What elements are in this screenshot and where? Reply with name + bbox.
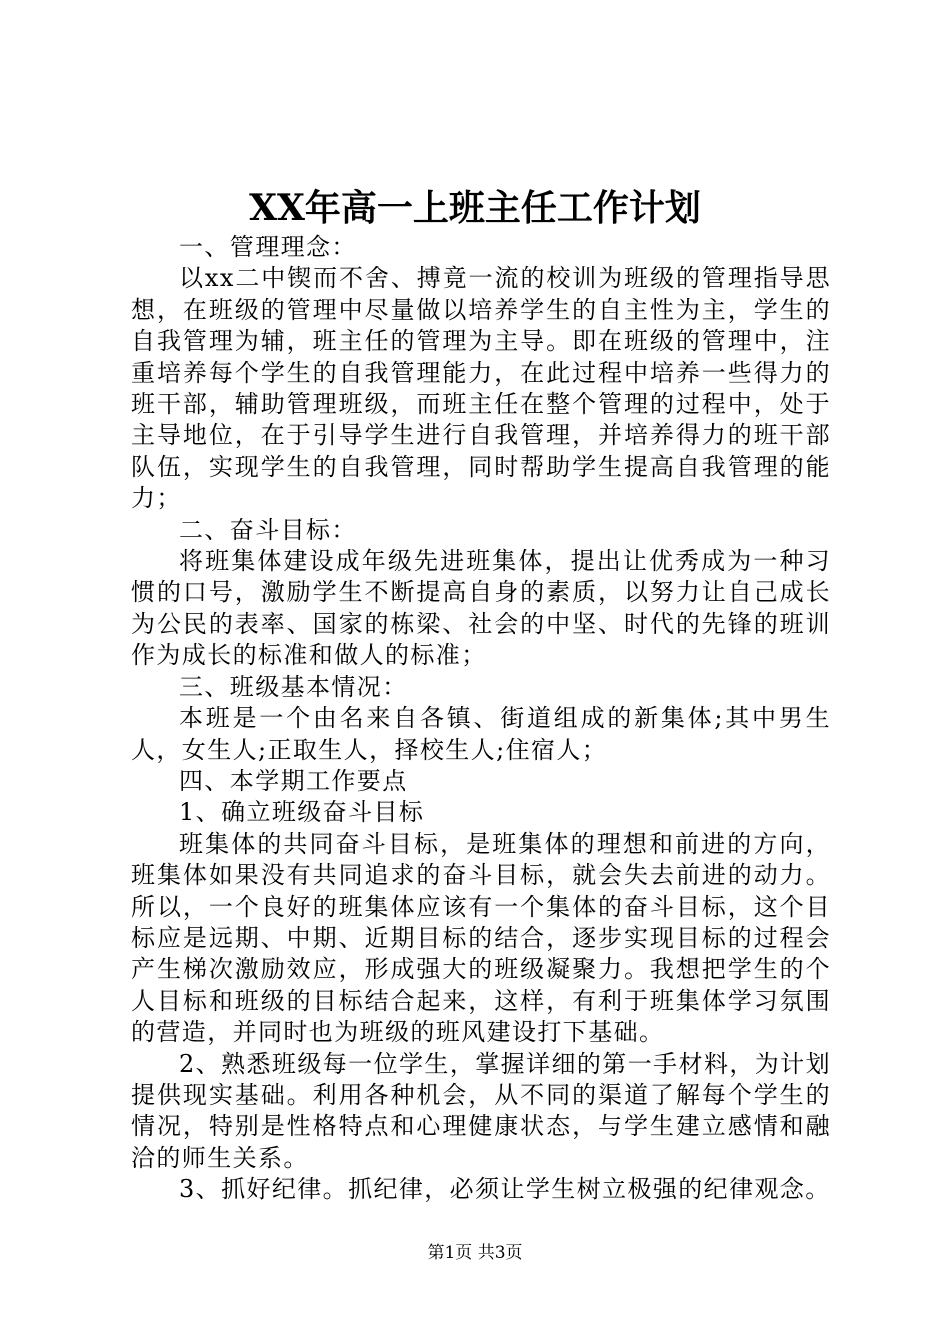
paragraph-class-goals: 班集体的共同奋斗目标，是班集体的理想和前进的方向，班集体如果没有共同追求的奋斗目标，就会失去前进的动力。所以，一个良好的班集体应该有一个集体的奋斗目标，这个目标应是远期、中期、近期目标的结合，逐步实现目标的过程会产生梯次激励效应，形成强大的班级凝聚力。我想把学生的个人目标和班级的目标结合起来，这样，有利于班集体学习氛围的营造，并同时也为班级的班风建设打下基础。 <box>131 829 831 1047</box>
paragraph-goals: 将班集体建设成年级先进班集体，提出让优秀成为一种习惯的口号，激励学生不断提高自身的素质，以努力让自己成长为公民的表率、国家的栋梁、社会的中坚、时代的先锋的班训作为成长的标准和做人的标准； <box>131 547 831 670</box>
subheading-class-goals: 1、确立班级奋斗目标 <box>179 798 425 827</box>
paragraph-management-philosophy: 以xx二中锲而不舍、搏竟一流的校训为班级的管理指导思想，在班级的管理中尽量做以培养学生的自主性为主，学生的自我管理为辅，班主任的管理为主导。即在班级的管理中，注重培养每个学生的自我管理能力，在此过程中培养一些得力的班干部，辅助管理班级，而班主任在整个管理的过程中，处于主导地位，在于引导学生进行自我管理，并培养得力的班干部队伍，实现学生的自我管理，同时帮助学生提高自我管理的能力； <box>131 264 831 513</box>
section-heading-management-philosophy: 一、管理理念： <box>179 233 357 261</box>
section-heading-goals: 二、奋斗目标： <box>179 515 357 544</box>
section-heading-work-points: 四、本学期工作要点 <box>179 766 408 795</box>
page-title: XX年高一上班主任工作计划 <box>249 187 701 229</box>
page-number-footer: 第1页 共3页 <box>427 1243 523 1263</box>
paragraph-class-info: 本班是一个由名来自各镇、街道组成的新集体;其中男生人，女生人;正取生人，择校生人;住宿人； <box>131 704 831 764</box>
paragraph-discipline: 3、抓好纪律。抓纪律，必须让学生树立极强的纪律观念。 <box>179 1175 831 1204</box>
section-heading-class-info: 三、班级基本情况： <box>179 672 408 701</box>
paragraph-know-students: 2、熟悉班级每一位学生，掌握详细的第一手材料，为计划提供现实基础。利用各种机会，从不同的渠道了解每个学生的情况，特别是性格特点和心理健康状态，与学生建立感情和融洽的师生关系。 <box>131 1049 831 1172</box>
document-body <box>131 232 831 1206</box>
